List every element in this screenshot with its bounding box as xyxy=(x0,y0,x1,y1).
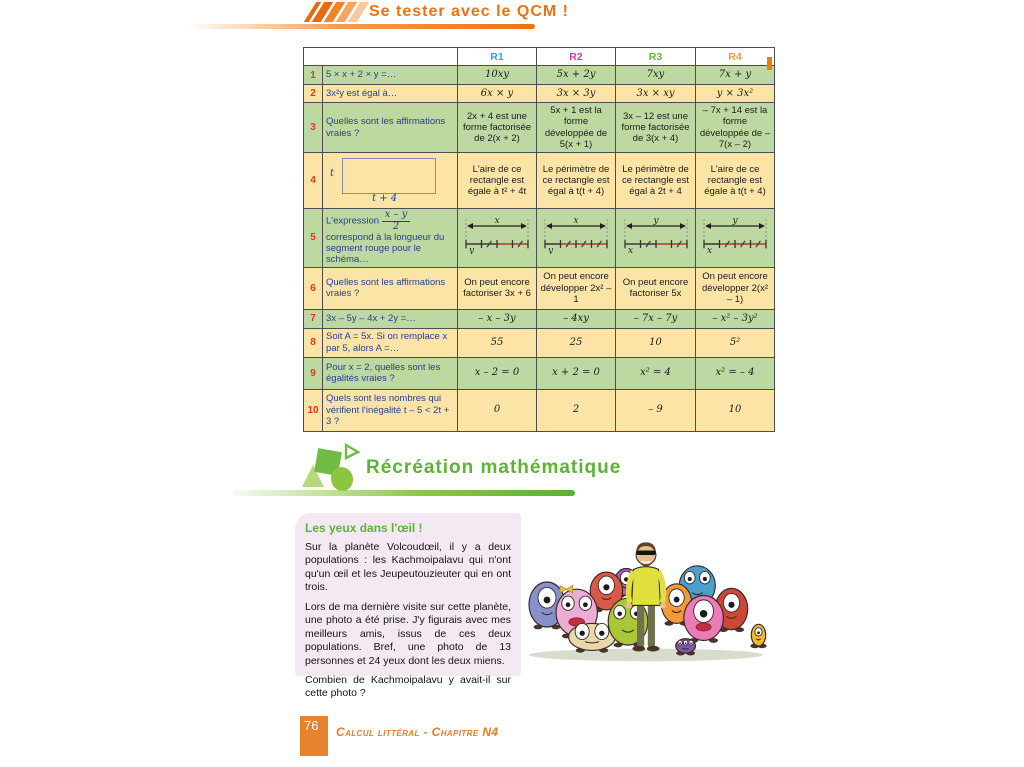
svg-text:x: x xyxy=(707,246,713,255)
svg-text:y: y xyxy=(652,216,659,227)
qcm-answer-cell-r1: x – 2 = 0 xyxy=(458,357,537,389)
qcm-question-cell: 5 × x + 2 × y =… xyxy=(323,66,458,85)
qcm-answer-cell-r3: 3x × xy xyxy=(616,85,696,103)
qcm-question-cell: Pour x = 2, quelles sont les égalités vraies ? xyxy=(323,357,458,389)
qcm-answer-cell-r1: On peut encore factoriser 3x + 6 xyxy=(458,267,537,309)
qcm-answer-cell-r4: 5² xyxy=(696,328,775,357)
qcm-table-head xyxy=(304,48,775,66)
qcm-answer-cell-r2: x + 2 = 0 xyxy=(537,357,616,389)
qcm-question-cell: 3x – 5y – 4x + 2y =… xyxy=(323,309,458,328)
segment-diagram xyxy=(461,216,533,254)
qcm-column-header-r2: R2 xyxy=(537,48,616,66)
qcm-question-cell: Quelles sont les affirmations vraies ? xyxy=(323,267,458,309)
qcm-row-number: 6 xyxy=(304,267,323,309)
qcm-answer-cell-r4: y × 3x² xyxy=(696,85,775,103)
creature xyxy=(684,596,724,643)
qcm-answer-cell-r1: 10xy xyxy=(458,66,537,85)
group-photo-illustration xyxy=(520,516,772,666)
svg-text:y: y xyxy=(469,246,475,255)
page-edge-tab xyxy=(767,57,772,70)
qcm-row-3 xyxy=(304,103,775,153)
segment-diagram xyxy=(699,216,771,254)
qcm-question-cell: Quelles sont les affirmations vraies ? xyxy=(323,103,458,153)
puzzle-panel xyxy=(295,513,521,700)
qcm-answer-cell-r3: x² = 4 xyxy=(616,357,696,389)
qcm-answer-cell-r1: 0 xyxy=(458,389,537,431)
qcm-answer-cell-r2: Le périmètre de ce rectangle est égal à t(t + 4) xyxy=(537,153,616,209)
qcm-row-4 xyxy=(304,153,775,209)
qcm-row-5 xyxy=(304,209,775,268)
qcm-answer-cell-r1: L'aire de ce rectangle est égale à t² + 4t xyxy=(458,153,537,209)
qcm-question-cell: L'expression $\frac{x - y}{2}$ correspond à la longueur du segment rouge pour le schéma… xyxy=(323,209,458,268)
qcm-answer-cell-r3: – 9 xyxy=(616,389,696,431)
qcm-answer-cell-r2: 3x × 3y xyxy=(537,85,616,103)
qcm-answer-cell-r2: On peut encore développer 2x² – 1 xyxy=(537,267,616,309)
segment-diagram xyxy=(540,216,612,254)
qcm-row-10 xyxy=(304,389,775,431)
qcm-answer-cell-r3: On peut encore factoriser 5x xyxy=(616,267,696,309)
creature xyxy=(750,624,766,648)
qcm-answer-cell-r2: 5x + 1 est la forme développée de 5(x + 1) xyxy=(537,103,616,153)
qcm-answer-cell-r4: – x² – 3y² xyxy=(696,309,775,328)
svg-text:y: y xyxy=(548,246,554,255)
recreation-title: Récréation mathématique xyxy=(366,457,622,478)
qcm-header-row xyxy=(304,48,775,66)
page-number-box xyxy=(300,716,328,756)
qcm-column-header-r3: R3 xyxy=(616,48,696,66)
segment-diagram xyxy=(620,216,692,254)
shapes-icon xyxy=(300,443,362,497)
qcm-table xyxy=(303,47,775,432)
qcm-row-number: 2 xyxy=(304,85,323,103)
qcm-row-number: 4 xyxy=(304,153,323,209)
qcm-row-number: 9 xyxy=(304,357,323,389)
qcm-answer-cell-r4: On peut encore développer 2(x² – 1) xyxy=(696,267,775,309)
qcm-row-8 xyxy=(304,328,775,357)
qcm-answer-cell-r4: L'aire de ce rectangle est égale à t(t + 4) xyxy=(696,153,775,209)
qcm-row-number: 8 xyxy=(304,328,323,357)
svg-text:x: x xyxy=(494,216,500,227)
qcm-answer-cell-r3: 10 xyxy=(616,328,696,357)
qcm-row-9 xyxy=(304,357,775,389)
header-stripes-icon xyxy=(304,2,369,22)
svg-text:y: y xyxy=(732,216,738,227)
svg-text:x: x xyxy=(627,246,633,255)
chapter-title: Calcul littéral - Chapitre N4 xyxy=(336,725,499,739)
puzzle-paragraph: Lors de ma dernière visite sur cette planète, une photo a été prise. J'y figurais avec mes meilleurs amis, issus de ces deux populations. Bref, une photo de 13 personnes et 24 yeux dont les deux miens. xyxy=(305,600,511,667)
qcm-answer-cell-r1: 6x × y xyxy=(458,85,537,103)
qcm-row-7 xyxy=(304,309,775,328)
header-underline xyxy=(185,24,535,29)
qcm-question-cell: Quels sont les nombres qui vérifient l'inégalité t – 5 < 2t + 3 ? xyxy=(323,389,458,431)
creature xyxy=(676,639,696,656)
qcm-column-header-r1: R1 xyxy=(458,48,537,66)
qcm-answer-cell-r3: 7xy xyxy=(616,66,696,85)
qcm-answer-cell-r2 xyxy=(537,209,616,268)
qcm-answer-cell-r4: 10 xyxy=(696,389,775,431)
qcm-answer-cell-r4: 7x + y xyxy=(696,66,775,85)
qcm-answer-cell-r1: – x – 3y xyxy=(458,309,537,328)
qcm-answer-cell-r1: 55 xyxy=(458,328,537,357)
puzzle-paragraph: Sur la planète Volcoudœil, il y a deux populations : les Kachmoipalavu qui n'ont qu'un œil et les Jeupeutouzieuter qui en ont trois. xyxy=(305,541,511,594)
qcm-question-cell: 3x²y est égal à… xyxy=(323,85,458,103)
qcm-row-2 xyxy=(304,85,775,103)
recreation-underline xyxy=(233,490,575,496)
qcm-row-number: 10 xyxy=(304,389,323,431)
qcm-answer-cell-r4 xyxy=(696,209,775,268)
qcm-answer-cell-r1: 2x + 4 est une forme factorisée de 2(x + 2) xyxy=(458,103,537,153)
rectangle-diagram: t t + 4 xyxy=(326,155,448,207)
qcm-row-number: 5 xyxy=(304,209,323,268)
qcm-row-number: 3 xyxy=(304,103,323,153)
qcm-answer-cell-r3: 3x – 12 est une forme factorisée de 3(x + 4) xyxy=(616,103,696,153)
qcm-answer-cell-r3 xyxy=(616,209,696,268)
page-number: 76 xyxy=(304,718,319,733)
svg-text:x: x xyxy=(573,216,579,227)
qcm-row-number: 1 xyxy=(304,66,323,85)
qcm-question-cell: Soit A = 5x. Si on remplace x par 5, alors A =… xyxy=(323,328,458,357)
qcm-answer-cell-r2: – 4xy xyxy=(537,309,616,328)
qcm-row-number: 7 xyxy=(304,309,323,328)
qcm-answer-cell-r2: 25 xyxy=(537,328,616,357)
qcm-column-header-r4: R4 xyxy=(696,48,775,66)
qcm-header-blank xyxy=(304,48,458,66)
qcm-answer-cell-r4: – 7x + 14 est la forme développée de – 7(x – 2) xyxy=(696,103,775,153)
qcm-answer-cell-r3: – 7x – 7y xyxy=(616,309,696,328)
qcm-section-title: Se tester avec le QCM ! xyxy=(369,3,569,20)
qcm-question-cell xyxy=(323,153,458,209)
qcm-answer-cell-r4: x² = – 4 xyxy=(696,357,775,389)
fraction: $\frac{x - y}{2}$ xyxy=(382,210,411,232)
qcm-row-1 xyxy=(304,66,775,85)
qcm-answer-cell-r1 xyxy=(458,209,537,268)
puzzle-title: Les yeux dans l'œil ! xyxy=(305,521,423,535)
qcm-answer-cell-r2: 5x + 2y xyxy=(537,66,616,85)
qcm-answer-cell-r2: 2 xyxy=(537,389,616,431)
qcm-answer-cell-r3: Le périmètre de ce rectangle est égal à 2t + 4 xyxy=(616,153,696,209)
qcm-table-body xyxy=(304,66,775,432)
qcm-row-6 xyxy=(304,267,775,309)
puzzle-question: Combien de Kachmoipalavu y avait-il sur cette photo ? xyxy=(305,673,511,700)
